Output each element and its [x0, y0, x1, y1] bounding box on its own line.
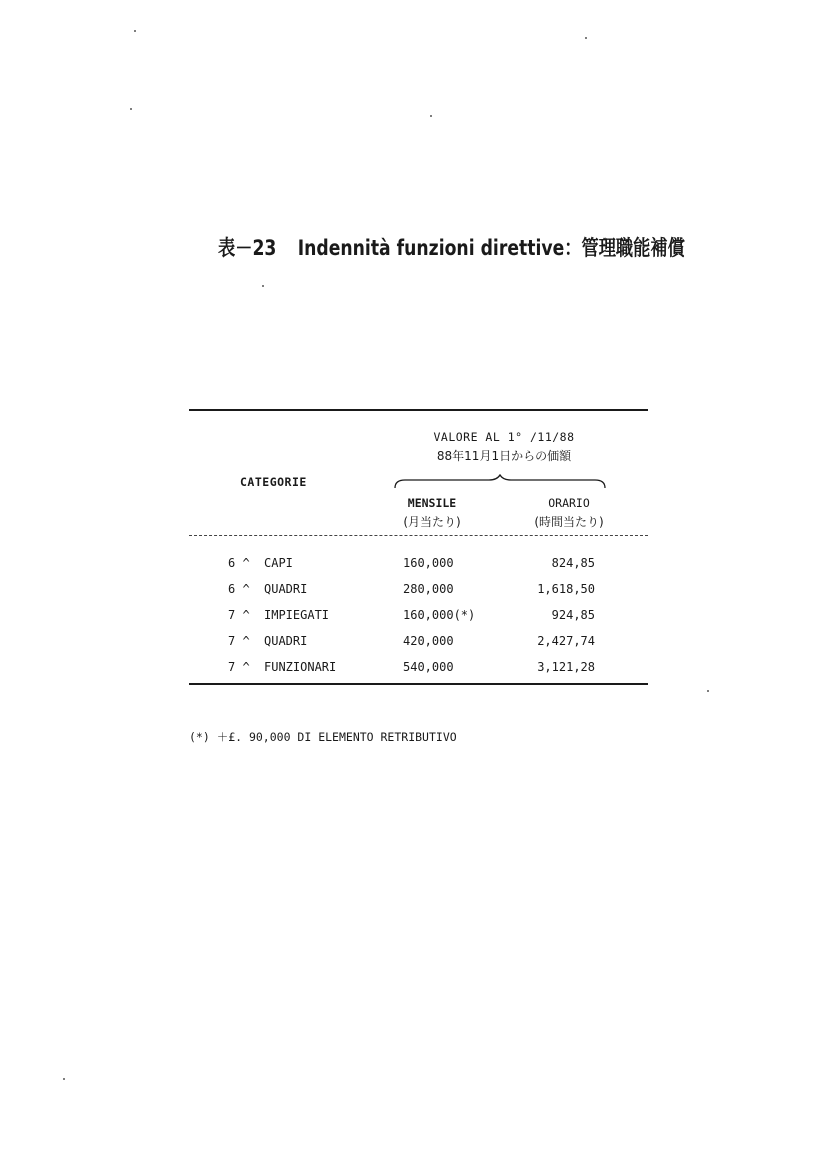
row-orario: 824,85 [551, 556, 595, 570]
row-orario: 3,121,28 [537, 660, 595, 674]
scan-speck [707, 690, 709, 692]
table-row [0, 634, 827, 654]
scan-speck [130, 108, 132, 110]
row-category: QUADRI [264, 634, 308, 648]
row-grade: 7 ^ [228, 660, 250, 674]
orario-header-jp: (時間当たり) [534, 515, 604, 529]
scan-speck [585, 37, 587, 39]
orario-header: ORARIO [548, 496, 590, 510]
table-number: 表－23 [218, 236, 277, 260]
row-category: QUADRI [264, 582, 308, 596]
row-grade: 7 ^ [228, 608, 250, 622]
table-row [0, 582, 827, 602]
table-row [0, 556, 827, 576]
header-divider [189, 535, 648, 536]
row-orario: 1,618,50 [537, 582, 595, 596]
footnote: (*) ＋£. 90,000 DI ELEMENTO RETRIBUTIVO [189, 730, 457, 744]
row-mensile: 160,000 [403, 556, 454, 570]
header-brace [393, 474, 607, 490]
scan-speck [262, 285, 264, 287]
row-mensile: 280,000 [403, 582, 454, 596]
table-row [0, 608, 827, 628]
scan-speck [63, 1078, 65, 1080]
row-category: FUNZIONARI [264, 660, 337, 674]
valore-header-jp: 88年11月1日からの価額 [436, 449, 572, 463]
table-top-rule [189, 409, 648, 411]
valore-header: VALORE AL 1° /11/88 [433, 430, 575, 444]
row-category: CAPI [264, 556, 293, 570]
row-grade: 6 ^ [228, 556, 250, 570]
row-mensile: 540,000 [403, 660, 454, 674]
mensile-header-jp: (月当たり) [403, 515, 461, 529]
scan-speck [430, 115, 432, 117]
row-orario: 924,85 [551, 608, 595, 622]
row-orario: 2,427,74 [537, 634, 595, 648]
table-title-text: Indennità funzioni direttive：管理職能補償 [297, 236, 685, 260]
page-title [218, 232, 685, 262]
categorie-header: CATEGORIE [240, 475, 307, 489]
row-mensile: 420,000 [403, 634, 454, 648]
mensile-header: MENSILE [407, 496, 457, 510]
scan-speck [134, 30, 136, 32]
row-grade: 7 ^ [228, 634, 250, 648]
row-grade: 6 ^ [228, 582, 250, 596]
row-category: IMPIEGATI [264, 608, 330, 622]
row-mensile: 160,000(*) [403, 608, 476, 622]
table-row [0, 660, 827, 680]
table-bottom-rule [189, 683, 648, 685]
